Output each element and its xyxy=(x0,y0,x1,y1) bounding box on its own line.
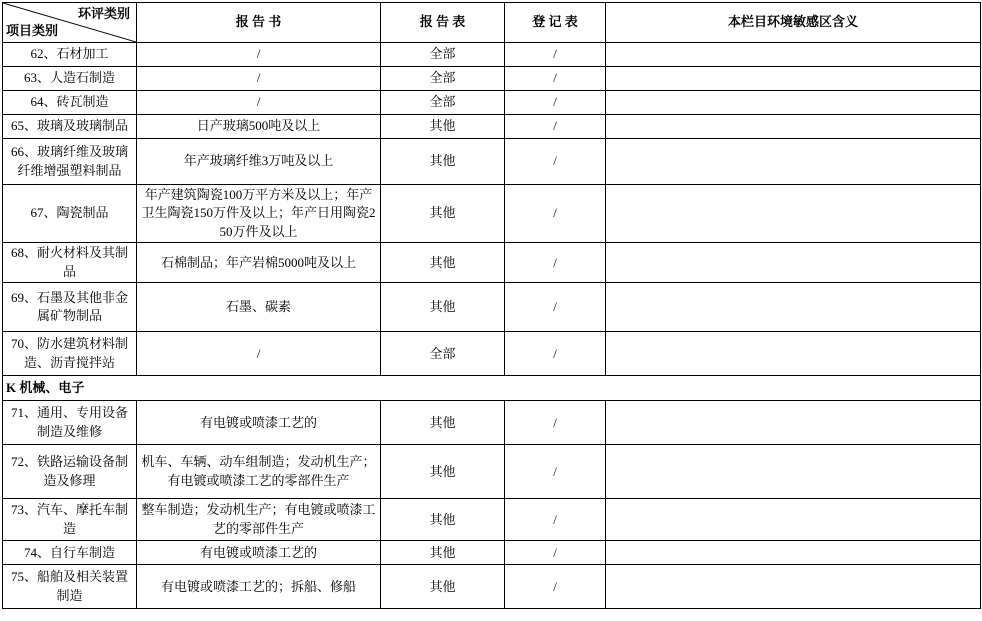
report-book-cell: / xyxy=(137,43,381,67)
sensitive-meaning-cell xyxy=(606,91,981,115)
registration-form-cell: / xyxy=(505,565,606,609)
report-book-cell: 有电镀或喷漆工艺的 xyxy=(137,541,381,565)
sensitive-meaning-cell xyxy=(606,185,981,243)
registration-form-cell: / xyxy=(505,91,606,115)
report-book-cell: / xyxy=(137,67,381,91)
report-form-cell: 其他 xyxy=(381,139,505,185)
category-cell: 63、人造石制造 xyxy=(3,67,137,91)
sensitive-meaning-cell xyxy=(606,115,981,139)
table-row xyxy=(3,43,981,67)
col-header-sensitive-meaning: 本栏目环境敏感区含义 xyxy=(606,3,981,43)
report-form-cell: 其他 xyxy=(381,499,505,541)
table-row xyxy=(3,243,981,283)
report-form-cell: 全部 xyxy=(381,67,505,91)
report-book-cell: 石墨、碳素 xyxy=(137,283,381,332)
table-row xyxy=(3,541,981,565)
corner-label-eia-category: 环评类别 xyxy=(77,6,130,21)
report-book-cell: 有电镀或喷漆工艺的；拆船、修船 xyxy=(137,565,381,609)
report-book-cell: 整车制造；发动机生产；有电镀或喷漆工艺的零部件生产 xyxy=(137,499,381,541)
report-book-cell: 年产建筑陶瓷100万平方米及以上；年产卫生陶瓷150万件及以上；年产日用陶瓷250万件及以上 xyxy=(137,185,381,243)
registration-form-cell: / xyxy=(505,283,606,332)
category-cell: 74、自行车制造 xyxy=(3,541,137,565)
col-header-report-book: 报 告 书 xyxy=(137,3,381,43)
table-row xyxy=(3,499,981,541)
table-row xyxy=(3,332,981,376)
sensitive-meaning-cell xyxy=(606,401,981,445)
report-form-cell: 其他 xyxy=(381,565,505,609)
registration-form-cell: / xyxy=(505,139,606,185)
header-row xyxy=(3,3,981,43)
sensitive-meaning-cell xyxy=(606,43,981,67)
registration-form-cell: / xyxy=(505,401,606,445)
col-header-report-form: 报 告 表 xyxy=(381,3,505,43)
report-form-cell: 其他 xyxy=(381,445,505,499)
registration-form-cell: / xyxy=(505,43,606,67)
eia-category-table xyxy=(2,2,981,609)
category-cell: 69、石墨及其他非金属矿物制品 xyxy=(3,283,137,332)
corner-header-cell xyxy=(3,3,137,43)
category-cell: 64、砖瓦制造 xyxy=(3,91,137,115)
report-form-cell: 其他 xyxy=(381,115,505,139)
table-row xyxy=(3,401,981,445)
category-cell: 75、船舶及相关装置制造 xyxy=(3,565,137,609)
registration-form-cell: / xyxy=(505,185,606,243)
sensitive-meaning-cell xyxy=(606,541,981,565)
sensitive-meaning-cell xyxy=(606,67,981,91)
report-form-cell: 其他 xyxy=(381,185,505,243)
section-label: K 机械、电子 xyxy=(3,376,981,401)
registration-form-cell: / xyxy=(505,499,606,541)
report-book-cell: 年产玻璃纤维3万吨及以上 xyxy=(137,139,381,185)
report-form-cell: 其他 xyxy=(381,243,505,283)
report-book-cell: 机车、车辆、动车组制造；发动机生产；有电镀或喷漆工艺的零部件生产 xyxy=(137,445,381,499)
sensitive-meaning-cell xyxy=(606,332,981,376)
table-row xyxy=(3,565,981,609)
category-cell: 65、玻璃及玻璃制品 xyxy=(3,115,137,139)
table-row xyxy=(3,115,981,139)
table-row xyxy=(3,139,981,185)
report-book-cell: 石棉制品；年产岩棉5000吨及以上 xyxy=(137,243,381,283)
corner-label-project-category: 项目类别 xyxy=(6,22,59,38)
report-book-cell: 有电镀或喷漆工艺的 xyxy=(137,401,381,445)
category-cell: 72、铁路运输设备制造及修理 xyxy=(3,445,137,499)
category-cell: 62、石材加工 xyxy=(3,43,137,67)
category-cell: 73、汽车、摩托车制造 xyxy=(3,499,137,541)
sensitive-meaning-cell xyxy=(606,445,981,499)
sensitive-meaning-cell xyxy=(606,565,981,609)
report-form-cell: 其他 xyxy=(381,401,505,445)
registration-form-cell: / xyxy=(505,445,606,499)
sensitive-meaning-cell xyxy=(606,283,981,332)
report-book-cell: / xyxy=(137,332,381,376)
registration-form-cell: / xyxy=(505,243,606,283)
report-form-cell: 其他 xyxy=(381,541,505,565)
table-row xyxy=(3,283,981,332)
category-cell: 67、陶瓷制品 xyxy=(3,185,137,243)
category-cell: 70、防水建筑材料制造、沥青搅拌站 xyxy=(3,332,137,376)
sensitive-meaning-cell xyxy=(606,139,981,185)
col-header-registration-form: 登 记 表 xyxy=(505,3,606,43)
report-form-cell: 全部 xyxy=(381,43,505,67)
sensitive-meaning-cell xyxy=(606,243,981,283)
table-row xyxy=(3,445,981,499)
report-book-cell: 日产玻璃500吨及以上 xyxy=(137,115,381,139)
report-form-cell: 全部 xyxy=(381,91,505,115)
registration-form-cell: / xyxy=(505,332,606,376)
report-form-cell: 全部 xyxy=(381,332,505,376)
table-row xyxy=(3,185,981,243)
table-row xyxy=(3,91,981,115)
category-cell: 66、玻璃纤维及玻璃纤维增强塑料制品 xyxy=(3,139,137,185)
table-row xyxy=(3,67,981,91)
category-cell: 71、通用、专用设备制造及维修 xyxy=(3,401,137,445)
registration-form-cell: / xyxy=(505,541,606,565)
category-cell: 68、耐火材料及其制品 xyxy=(3,243,137,283)
sensitive-meaning-cell xyxy=(606,499,981,541)
report-form-cell: 其他 xyxy=(381,283,505,332)
registration-form-cell: / xyxy=(505,67,606,91)
section-row-k-machinery-electronics xyxy=(3,376,981,401)
registration-form-cell: / xyxy=(505,115,606,139)
report-book-cell: / xyxy=(137,91,381,115)
